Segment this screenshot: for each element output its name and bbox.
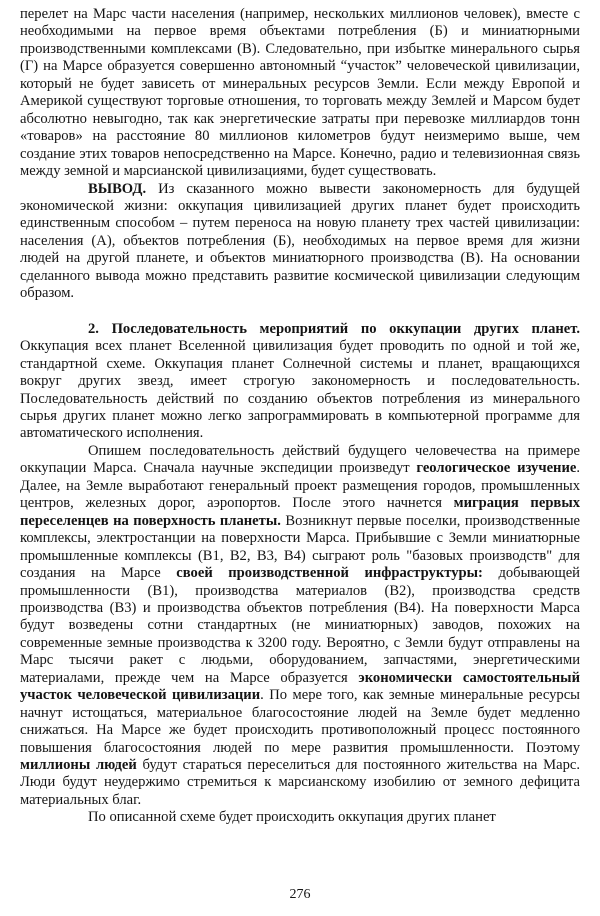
emphasis-infrastructure: своей производственной инфраструктуры: — [176, 565, 483, 582]
conclusion-text: Из сказанного можно вывести закономерность для будущей экономической жизни: оккупация цивилизацией других планет будет происходить единственным способом – путем переноса на новую планету трех частей цивилизации: населения (А), объектов потребления (Б), необходимых на первое время для жизни людей на другой планете, и объектов миниатюрного производства (В). На основании сделанного вывода можно представить развитие космической цивилизации следующим образом. — [20, 180, 580, 302]
emphasis-geological-study: геологическое изучение — [416, 460, 577, 477]
paragraph-conclusion — [20, 181, 580, 303]
section-heading: 2. Последовательность мероприятий по оккупации других планет. — [88, 320, 580, 337]
text-fragment: будут стараться переселиться для постоянного жительства на Марс. Люди будут неудержимо стремиться к марсианскому изобилию от земного дефицита материальных благ. — [20, 757, 580, 808]
paragraph-closing: По описанной схеме будет происходить оккупация других планет — [88, 809, 496, 826]
paragraph-section-2 — [20, 321, 580, 443]
text-fragment: Опишем последовательность действий будущего человечества на примере оккупации Марса. Сначала научные экспедиции произведут — [20, 442, 580, 477]
conclusion-label: ВЫВОД. — [88, 180, 147, 197]
section-2-text: Оккупация всех планет Вселенной цивилизация будет проводить по одной и той же, стандартной схеме. Оккупация планет Солнечной системы и планет, вращающихся вокруг других звезд, имеет строгую закономерность и последовательность. Последовательность действий по созданию объектов потребления из минерального сырья других планет можно легко запрограммировать в компьютерной программе для автоматического исполнения. — [20, 338, 580, 442]
text-fragment: . По мере того, как земные минеральные ресурсы начнут истощаться, материальное благосостояние людей на Земле будет медленно снижаться. На Марсе же будет происходить противоположный процесс постоянного повышения благосостояния людей по мере развития промышленности. Поэтому — [20, 687, 580, 756]
section-gap — [20, 303, 580, 321]
text-fragment: . Далее, на Земле выработают генеральный проект размещения городов, промышленных центров, железных дорог, аэропортов. После этого начнется — [20, 460, 580, 512]
text-fragment: добывающей промышленности (В1), производства материалов (В2), производства средств производства (В3) и производства объектов потребления (В4). На поверхности Марса будут возведены сотни стандартных (не миниатюрных) заводов, похожих на современные земные производства к 3200 году. Вероятно, с Земли будут отправлены на Марс тысячи ракет с людьми, оборудованием, запчастями, энергетическими материалами, прежде чем на Марсе образуется — [20, 565, 580, 686]
emphasis-migration: миграция первых переселенцев на поверхность планеты. — [20, 495, 581, 529]
paragraph-mars-settlement: перелет на Марс части населения (например, нескольких миллионов человек), вместе с необходимыми на первое время объектами потребления (Б) и миниатюрными производственными комплексами (В). Следовательно, при избытке минерального сырья (Г) на Марсе образуется совершенно автономный “участок” человеческой цивилизации, который не будет зависеть от минеральных ресурсов Земли. Если между Европой и Америкой существуют торговые отношения, то торговать между Землей и Марсом будет абсолютно невыгодно, так как энергетические затраты при перевозке миллиардов тонн «товаров» на расстояние 80 миллионов километров будут неизмеримо выше, чем создание этих товаров непосредственно на Марсе. Конечно, радио и телевизионная связь между земной и марсианской цивилизациями, будет существовать. — [20, 6, 580, 180]
page-number: 276 — [289, 887, 311, 902]
emphasis-millions-of-people: миллионы людей — [20, 757, 137, 774]
paragraph-mars-occupation — [20, 443, 580, 810]
emphasis-independent-civilization: экономически самостоятельный участок человеческой цивилизации — [20, 669, 580, 704]
text-fragment: Возникнут первые поселки, производственные комплексы, электростанции на поверхности Марса. Прибывшие с Земли миниатюрные промышленные комплексы (В1, В2, В3, В4) сыграют роль "базовых производств" для создания на Марсе — [20, 512, 580, 582]
